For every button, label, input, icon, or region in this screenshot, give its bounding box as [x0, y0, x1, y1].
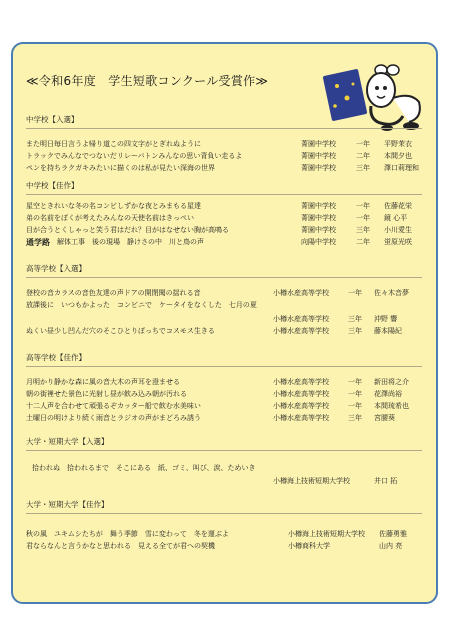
section-heading-university-selected: 大学・短期大学【入選】 [26, 437, 109, 446]
section-divider [26, 128, 422, 129]
list-item: ペンを持ちラクガキみたいに描くのは私が見たい深海の世界 菁園中学校 三年 澤口莉理和 [26, 164, 419, 172]
list-item: 秋の風 ユキムシたちが 舞う季節 雪に変わって 冬を運ぶよ 小樽海上技術短期大学校 佐藤勇雅 [26, 530, 407, 538]
list-item: 土曜日の明けより続く雨音とラジオの声がまどろみ誘う 小樽水産高等学校 三年 宮腰葵 [26, 414, 395, 422]
section-divider [26, 194, 422, 195]
section-divider [26, 366, 422, 367]
section-divider [26, 450, 422, 451]
list-item: 小樽海上技術短期大学校 井口 拓 [273, 477, 398, 485]
section-heading-high-honorable: 高等学校【佳作】 [26, 353, 86, 362]
list-item: 星空ときれいな冬の名コンビしずかな夜とみまもる星達 菁園中学校 一年 佐藤花栄 [26, 202, 412, 210]
list-item: 小樽水産高等学校 三年 沖野 響 [273, 315, 398, 323]
list-item: ぬくい昼少し凹んだ穴のそこひとりぼっちでコスモス生きる 小樽水産高等学校 三年 藤本陽紀 [26, 327, 402, 335]
section-divider [26, 513, 422, 514]
list-item: 月明かり静かな森に風の音大木の声耳を澄ませる 小樽水産高等学校 一年 新田将之介 [26, 378, 409, 386]
list-item: トラックでみんなでつないだリレーバトンみんなの思い背負い走るよ 菁園中学校 二年 本間夕也 [26, 152, 412, 160]
reading-rabbit-mascot-icon [323, 62, 431, 134]
section-heading-university-honorable: 大学・短期大学【佳作】 [26, 500, 109, 509]
list-item: 登校の音カラスの音色友達の声ドアの開閉聞の揺れる音 小樽水産高等学校 一年 佐々木音夢 [26, 289, 409, 297]
list-item: また明日毎日言うよ帰り道この四文字がとぎれぬように 菁園中学校 一年 平野茉衣 [26, 140, 412, 148]
list-item: 君ならなんと言うかなと思われる 見える全てが君への契機 小樽商科大学 山内 亮 [26, 542, 403, 550]
section-heading-junior-honorable: 中学校【佳作】 [26, 181, 79, 190]
section-divider [26, 277, 422, 278]
list-item: 弟の名前をぼくが考えたみんなの天使名前はきっぺい 菁園中学校 一年 鏡 心平 [26, 214, 408, 222]
list-item: 通学路 解体工事 後の現場 静けさの中 川と鳥の声 向陽中学校 二年 蛍原光咲 [26, 238, 412, 247]
section-heading-high-selected: 高等学校【入選】 [26, 264, 86, 273]
section-heading-junior-selected: 中学校【入選】 [26, 115, 79, 124]
list-item: 朝の街裡せた景色に光射し昼が飲み込み朝が汚れる 小樽水産高等学校 一年 花澤尚裕 [26, 390, 402, 398]
list-item: 目が合うとくしゃっと笑う君はだれ？目がはなせない胸が高鳴る 菁園中学校 三年 小川愛生 [26, 226, 412, 234]
list-item: 拾われぬ 拾われるまで そこにある 紙、ゴミ、叫び、涙、ためいき [32, 464, 256, 472]
list-item: 十二人声を合わせて頑張るぞカッター船で飲む水美味い 小樽水産高等学校 一年 本間琉希也 [26, 402, 409, 410]
list-item: 放課後に いつもかよった コンビニで ケータイをなくした 七月の夏 [26, 301, 257, 309]
page-title: ≪令和6年度 学生短歌コンクール受賞作≫ [26, 74, 269, 88]
